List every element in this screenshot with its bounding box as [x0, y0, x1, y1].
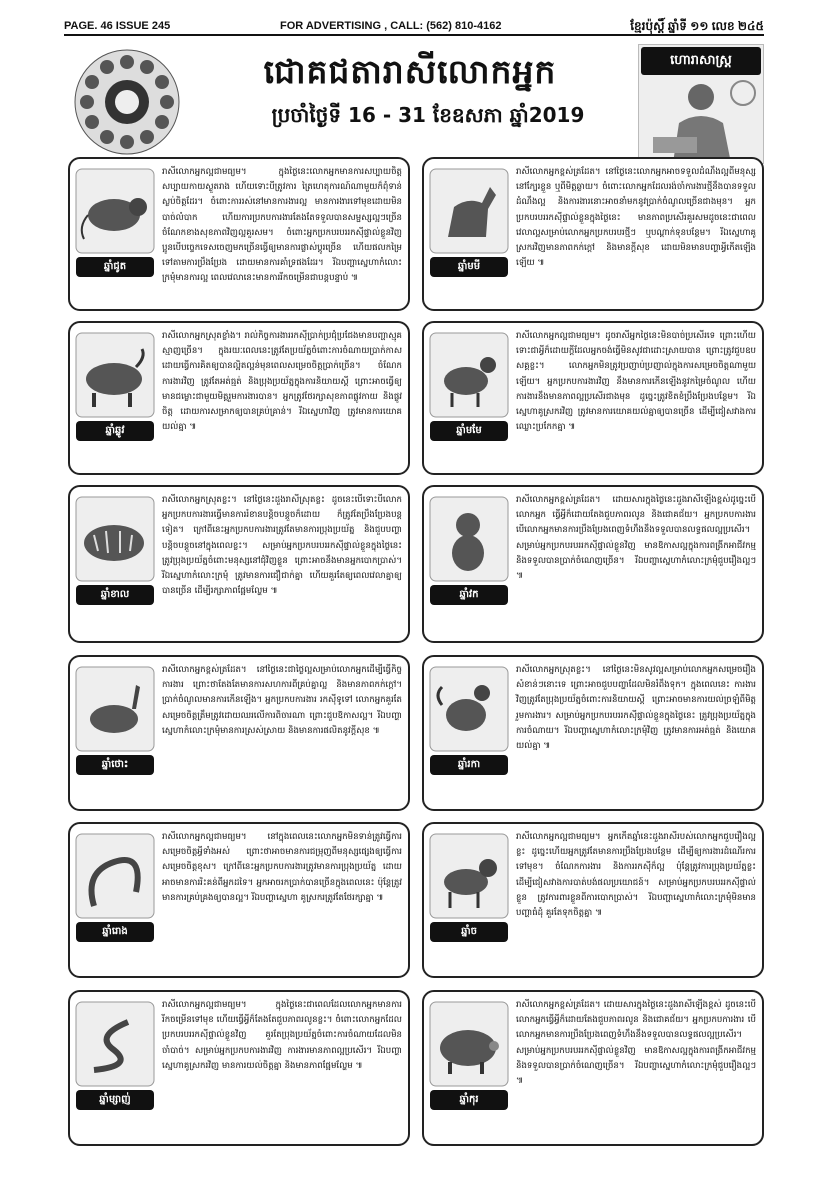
sign-card-rat: [68, 157, 410, 311]
page-issue: PAGE. 46 ISSUE 245: [64, 20, 171, 32]
sign-card-ox: [68, 321, 410, 475]
ox-icon: [74, 331, 156, 419]
page-subtitle: ប្រចាំថ្ងៃទី 16 - 31 ខែឧសភា ឆ្នាំ2019: [271, 103, 585, 127]
rat-icon: [74, 167, 156, 255]
top-header: [64, 20, 764, 40]
sign-label: ឆ្នាំរកា: [430, 755, 508, 775]
sign-text: រាសីលោកអ្នកល្អជាមធ្យម។ ក្នុងថ្ងៃនេះលោកអ្នកមានការសប្បាយចិត្ត សប្បាយកាយស្ងួតរាង ហើយទោះបីត្រូវការ ត្រៃហេតុការណ៍ណាមួយក៏ពុំទាន់ស្ងប់ចិត្តដែរ។ ចំពោះការរស់នៅមានការងារល្អ មានការងារទៅមុខដោយមិនបាច់លំបាក ហើយការប្រកបការងារតែងតែទទួលបានសម្ផស្សល្អៗច្រើន ចំណែកខាងសុខភាពវិញល្អគួរសម។ ចំពោះអ្នកប្រកបរបររកស៊ីផ្ទាល់ខ្លួនវិញ ប្អូនបើបច្ចេកទេសចេញមកច្រើនធ្វើឲ្យមានការផ្លាស់ប្តូរច្រើន ហើយផលកម្រៃទៅតាមការប្រឹងប្រែង ដោយមានការគាំទ្រផងដែរ។ រីឯបញ្ហាស្នេហាកំលោះក្រមុំមានការល្អ ពេលវេលានេះមានការរីកចម្រើនជាបន្តបន្ទាប់ ៕: [162, 167, 402, 284]
sign-label: ឆ្នាំឆ្លូវ: [76, 421, 154, 441]
sign-card-monkey: [422, 485, 764, 643]
sign-label: ឆ្នាំមមី: [430, 257, 508, 277]
logo-label: ហោរាសាស្ត្រ: [641, 47, 761, 75]
sign-card-horse: [422, 157, 764, 311]
sign-label: ឆ្នាំមមែ: [430, 421, 508, 441]
sign-text: រាសីលោកអ្នកខ្ពស់ត្រដែត។ ដោយសារក្នុងថ្ងៃនេះដួងរាសីឡើងខ្ពស់ដូច្នេះបើលោកអ្នក ធ្វើអ្វីក៏ដោយតែងជួបភាពរលូន និងជោគជ័យ។ អ្នកប្រកបការងារ បើលោកអ្នកមានការប្រឹងប្រែងពេញទំហឹងនឹងទទួលបានលទ្ធផលល្អប្រសើរ។ សម្រាប់អ្នកប្រកបរបររកស៊ីផ្ទាល់ខ្លួនវិញ មានឱកាសល្អក្នុងការពង្រីកអាជីវកម្ម និងទទួលបានប្រាក់ចំណេញច្រើន។ រីឯបញ្ហាស្នេហាកំលោះក្រមុំជួបរឿងល្អៗ ៕: [516, 495, 756, 582]
astrology-logo: [638, 44, 764, 164]
sign-card-snake: [68, 990, 410, 1146]
tiger-icon: [74, 495, 156, 583]
rabbit-icon: [74, 665, 156, 753]
sign-label: ឆ្នាំខាល: [76, 585, 154, 605]
sign-card-goat: [422, 321, 764, 475]
sign-text: រាសីលោកអ្នកខ្ពស់ត្រដែត។ នៅថ្ងៃនេះជាថ្ងៃល្អសម្រាប់លោកអ្នកដើម្បីធ្វើកិច្ចការងារ ព្រោះថាតែងតែមានការសហការពីគ្រប់គ្នាល្អ និងមានភាពកក់ក្តៅ។ ប្រាក់ចំណូលមានការកើនឡើង។ អ្នកប្រកបការងារ រកស៊ីទូទៅ លោកអ្នកគួរតែសម្រេចចិត្តត្រឹមត្រូវដោយឈរលើការពិចារណា ព្រោះជួបឱកាសល្អ។ រីឯបញ្ហាស្នេហាកំលោះក្រមុំមានការស្រស់ស្រាយ និងមានការផលិតនូវក្តីសុខ ៕: [162, 665, 402, 736]
sign-label: ឆ្នាំកុរ: [430, 1090, 508, 1110]
sign-text: រាសីលោកអ្នកល្អជាមធ្យម។ អ្នកកើតឆ្នាំនេះដួងរាសីរបស់លោកអ្នកជួបរឿងល្អខ្លះ ដូច្នេះហើយអ្នកត្រូវតែមានការប្រឹងប្រែងបន្ថែម ដើម្បីឲ្យការងារដំណើរការទៅមុខ។ ចំណែកការងារ និងការរកស៊ីក៏ល្អ ប៉ុន្តែត្រូវការប្រុងប្រយ័ត្នខ្លះ ដើម្បីជៀសវាងការបាត់បង់ផលប្រយោជន៍។ សម្រាប់អ្នកប្រកបរបររកស៊ីផ្ទាល់ខ្លួន ត្រូវការពារខ្លួនពីការបោកប្រាស់។ រីឯបញ្ហាស្នេហាកំលោះក្រមុំមិនមានបញ្ហាធំដុំ គួរតែទុកចិត្តគ្នា ៕: [516, 832, 756, 919]
sign-card-pig: [422, 990, 764, 1146]
sign-card-tiger: [68, 485, 410, 643]
sign-text: រាសីលោកអ្នកល្អជាមធ្យម។ នៅក្នុងពេលនេះលោកអ្នកមិនទាន់ត្រូវធ្វើការសម្រេចចិត្តអ្វីទាំងអស់ ព្រោះថាអាចមានការជម្រុញពីមនុស្សផ្សេងឲ្យធ្វើការសម្រេចចិត្តខុស។ ក្រៅពីនេះអ្នកប្រកបការងារត្រូវមានការប្រុងប្រយ័ត្ន ដោយអាចមានការរិះគន់ពីអ្នកដទៃ។ អ្នកអាចរកប្រាក់បានច្រើនក្នុងពេលនេះ ប៉ុន្តែត្រូវមានការគ្រប់គ្រងឲ្យបានល្អ។ រីឯបញ្ហាស្នេហា គូស្រករត្រូវតែថែរក្សាគ្នា ៕: [162, 832, 402, 903]
dog-icon: [428, 832, 510, 920]
sign-text: រាសីលោកអ្នកស្រុតខ្លះ។ នៅថ្ងៃនេះមិនសូវល្អសម្រាប់លោកអ្នកសម្រេចរឿងសំខាន់ៗនោះទេ ព្រោះអាចជួបបញ្ហាដែលមិនរំពឹងទុក។ ក្នុងពេលនេះ ការងារវិញត្រូវតែប្រុងប្រយ័ត្នចំពោះការនិយាយស្តី ព្រោះអាចមានការយល់ច្រឡំពីមិត្តរួមការងារ។ សម្រាប់អ្នកប្រកបរបររកស៊ីផ្ទាល់ខ្លួនក្នុងថ្ងៃនេះ ត្រូវប្រុងប្រយ័ត្នក្នុងការចំណាយ។ រីឯបញ្ហាស្នេហាកំលោះក្រមុំវិញ ត្រូវមានការអត់ធ្មត់ និងយោគយល់គ្នា ៕: [516, 665, 756, 752]
sign-text: រាសីលោកអ្នកស្រុតខ្លះ។ នៅថ្ងៃនេះដួងរាសីស្រុតខ្លះ ដូចនេះបើទោះបីលោកអ្នកប្រកបការងារធ្វើមានការរំខានបន្តិចបន្តួចក៏ដោយ ក៏ត្រូវតែប្រឹងប្រែងបន្តទៀត។ ក្រៅពីនេះអ្នកប្រកបការងារត្រូវតែមានការប្រុងប្រយ័ត្ន និងជួបបញ្ហាបន្តិចបន្តួចនៅក្នុងពេលខ្លះ។ សម្រាប់អ្នកប្រកបរបររកស៊ីផ្ទាល់ខ្លួនក្នុងថ្ងៃនេះ ត្រូវប្រុងប្រយ័ត្នចំពោះមនុស្សនៅជុំវិញខ្លួន ព្រោះអាចនឹងមានអ្នកបោកប្រាស់។ រីឯស្នេហាកំលោះក្រមុំ ត្រូវមានការជឿជាក់គ្នា ហើយគួរតែឲ្យពេលវេលាគ្នាឲ្យបានច្រើន ដើម្បីរក្សាភាពផ្អែមល្ហែម ៕: [162, 495, 402, 597]
zodiac-wheel-image: [72, 48, 182, 156]
goat-icon: [428, 331, 510, 419]
horse-icon: [428, 167, 510, 255]
sign-text: រាសីលោកអ្នកល្អជាមធ្យម។ ដូចរាសីអ្នកថ្ងៃនេះមិនបាច់ប្រសើរទេ ព្រោះហើយទោះជាអ្វីក៏ដោយក្តីដែលអ្នកចង់ធ្វើមិនសូវជាដោះស្រាយបាន ព្រោះត្រូវជួបឧបសគ្គខ្លះ។ លោកអ្នកមិនត្រូវប្រញាប់ប្រញាល់ក្នុងការសម្រេចចិត្តណាមួយឡើយ។ អ្នកប្រកបការងារវិញ នឹងមានការកើនឡើងនូវកម្រៃចំណូល ហើយការងារនឹងមានភាពល្អប្រសើរជាងមុន ដូច្នេះត្រូវខិតខំប្រឹងប្រែងបន្ថែម។ រីឯស្នេហាគូស្រករវិញ ត្រូវមានការយោគយល់គ្នាឲ្យបានច្រើន ដើម្បីជៀសវាងការឈ្លោះប្រកែកគ្នា ៕: [516, 331, 756, 433]
advertising-line: FOR ADVERTISING , CALL: (562) 810-4162: [280, 20, 502, 32]
dragon-icon: [74, 832, 156, 920]
sign-text: រាសីលោកអ្នកខ្ពស់ត្រដែត។ ដោយសារក្នុងថ្ងៃនេះដួងរាសីឡើងខ្ពស់ ដូចនេះបើលោកអ្នកធ្វើអ្វីក៏ដោយតែងជួបភាពរលូន និងជោគជ័យ។ អ្នកប្រកបការងារ បើលោកអ្នកមានការប្រឹងប្រែងពេញទំហឹងនឹងទទួលបានលទ្ធផលល្អប្រសើរ។ សម្រាប់អ្នកប្រកបរបររកស៊ីផ្ទាល់ខ្លួនវិញ មានឱកាសល្អក្នុងការពង្រីកអាជីវកម្ម និងទទួលបានប្រាក់ចំណេញច្រើន។ រីឯបញ្ហាស្នេហាកំលោះក្រមុំជួបរឿងល្អៗ ៕: [516, 1000, 756, 1087]
sign-label: ឆ្នាំថោះ: [76, 755, 154, 775]
rooster-icon: [428, 665, 510, 753]
sign-card-rabbit: [68, 655, 410, 811]
sign-label: ឆ្នាំច: [430, 922, 508, 942]
masthead: ខ្មែរប៉ុស្តិ៍ ឆ្នាំទី ១១ លេខ ២៤៥: [630, 19, 764, 33]
header-rule: [64, 34, 764, 36]
pig-icon: [428, 1000, 510, 1088]
monkey-icon: [428, 495, 510, 583]
sign-label: ឆ្នាំវក: [430, 585, 508, 605]
sign-card-dog: [422, 822, 764, 978]
sign-text: រាសីលោកអ្នកល្អជាមធ្យម។ ក្នុងថ្ងៃនេះជាពេលដែលលោកអ្នកមានការរីកចម្រើនទៅមុខ ហើយធ្វើអ្វីក៏តែងតែជួបភាពរលូនខ្លះ។ ចំពោះលោកអ្នកដែលប្រកបរបររកស៊ីផ្ទាល់ខ្លួនវិញ គួរតែប្រុងប្រយ័ត្នចំពោះការចំណាយដែលមិនចាំបាច់។ សម្រាប់អ្នកប្រកបការងារវិញ ការងារមានភាពល្អប្រសើរ។ រីឯបញ្ហាស្នេហាគូស្រករវិញ មានការយល់ចិត្តគ្នា និងមានភាពផ្អែមល្ហែម ៕: [162, 1000, 402, 1071]
sign-label: ឆ្នាំជូត: [76, 257, 154, 277]
sign-text: រាសីលោកអ្នកខ្ពស់ត្រដែត។ នៅថ្ងៃនេះលោកអ្នកអាចទទួលដំណឹងល្អពីមនុស្សនៅក្បែរខ្លួន ឬពីមិត្តឆ្ងាយ។ ចំពោះលោកអ្នកដែលរង់ចាំការងារថ្មីនឹងបានទទួលដំណឹងល្អ និងការងារនោះអាចនាំមកនូវប្រាក់ចំណូលច្រើនជាងមុន។ អ្នកប្រកបរបររកស៊ីផ្ទាល់ខ្លួនក្នុងថ្ងៃនេះ មានភាពប្រសើរគួរសមដូចនេះជាពេលវេលាល្អសម្រាប់លោកអ្នកប្រកបរបរថ្មីៗ ឬបណ្តាក់ទុនបន្ថែម។ រីឯស្នេហាគូស្រករវិញមានភាពកក់ក្តៅ និងមានក្តីសុខ ដោយមិនមានបញ្ហាអ្វីកើតឡើងឡើយ ៕: [516, 167, 756, 269]
sign-card-dragon: [68, 822, 410, 978]
page-title: ជោគជតារាសីលោកអ្នក: [263, 52, 557, 91]
sign-label: ឆ្នាំរោង: [76, 922, 154, 942]
sign-card-rooster: [422, 655, 764, 811]
sign-label: ឆ្នាំម្សាញ់: [76, 1090, 154, 1110]
sign-text: រាសីលោកអ្នកស្រុតខ្លាំង។ រាល់កិច្ចការងាររកស៊ីប្រាក់ប្រជុំប្រជែងមានបញ្ហាស្មុគស្មាញច្រើន។ ក្នុងរយៈពេលនេះត្រូវតែប្រយ័ត្នចំពោះការចំណាយប្រាក់កាស ដោយធ្វើការគិតឲ្យបានល្អិតល្អន់មុនពេលសម្រេចចិត្តប្រាក់ច្រើន។ ចំណែកការងារវិញ ត្រូវតែអត់ធ្មត់ និងប្រុងប្រយ័ត្នក្នុងការនិយាយស្តី ព្រោះអាចធ្វើឲ្យមានជម្លោះជាមួយមិត្តរួមការងារបាន។ អ្នកត្រូវថែរក្សាសុខភាពផ្លូវកាយ និងផ្លូវចិត្ត ដោយការសម្រាកឲ្យបានគ្រប់គ្រាន់។ រីឯស្នេហាវិញ ត្រូវមានការយោគយល់គ្នា ៕: [162, 331, 402, 433]
snake-icon: [74, 1000, 156, 1088]
